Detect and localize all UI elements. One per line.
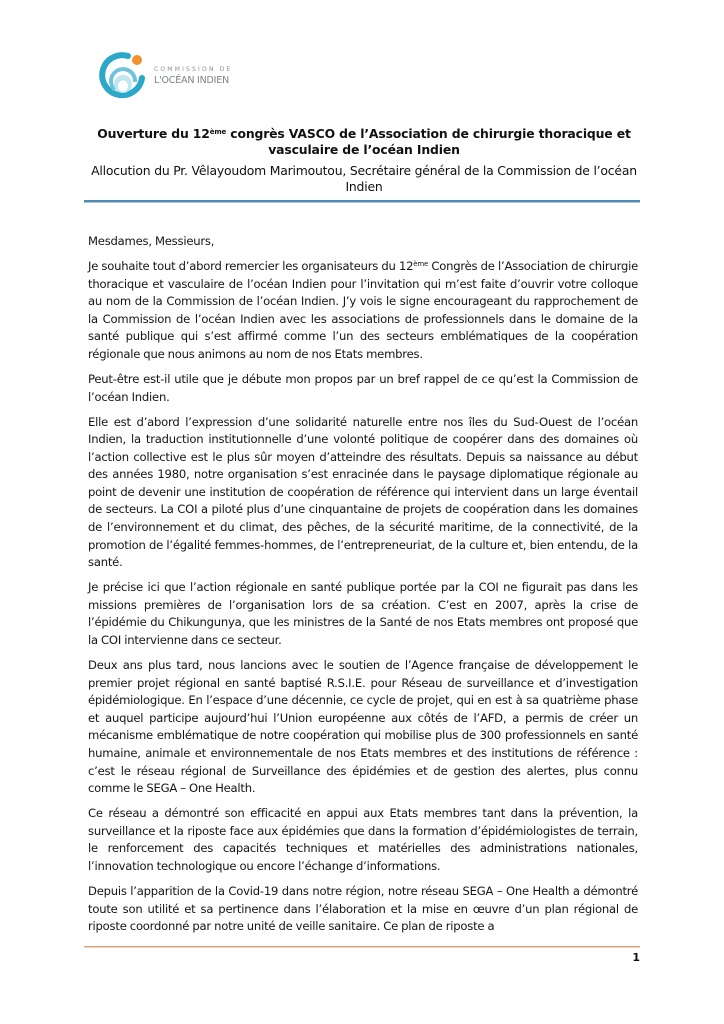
paragraph-2: Peut-être est-il utile que je débute mon propos par un bref rappel de ce qu’est la Commission de l’océan Indien. bbox=[88, 371, 638, 404]
header-divider bbox=[84, 200, 640, 203]
salutation: Mesdames, Messieurs, bbox=[88, 234, 215, 248]
paragraph-7: Depuis l’apparition de la Covid-19 dans notre région, notre réseau SEGA – One Health a démontré toute son utilité et sa pertinence dans l’élaboration et la mise en œuvre d’un plan régional de riposte coordonné par notre unité de veille sanitaire. Ce plan de riposte a bbox=[88, 883, 638, 934]
document-header bbox=[88, 126, 640, 195]
document-body bbox=[88, 233, 638, 943]
logo-text bbox=[154, 67, 233, 86]
title-text-part2: congrès VASCO de l’Association de chirurgie thoracique et vasculaire de l’océan Indien bbox=[226, 126, 631, 157]
paragraph-1-text-b: Congrès de l’Association de chirurgie thoracique et vasculaire de l’océan Indien pour l’invitation qui m’est faite d’ouvrir votre colloque au nom de la Commission de l’océan Indien. J’y vois le signe encourageant du rapprochement de la Commission de l’océan Indien avec les associations de professionnels dans le domaine de la santé publique qui s’est affirmé comme l’un des secteurs emblématiques de la coopération régionale que nous animons au nom de nos Etats membres. bbox=[88, 258, 638, 361]
paragraph-1 bbox=[88, 258, 638, 364]
title-text-part1: Ouverture du 12 bbox=[97, 126, 210, 141]
paragraph-3: Elle est d’abord l’expression d’une solidarité naturelle entre nos îles du Sud-Ouest de l’océan Indien, la traduction institutionnelle d’une volonté politique de coopérer dans des domaines où l’action collective est le plus sûr moyen d’atteindre des résultats. Depuis sa naissance au début des années 1980, notre organisation s’est enracinée dans le paysage diplomatique régionale au point de devenir une institution de coopération de référence qui intervient dans un large éventail de secteurs. La COI a piloté plus d’une cinquantaine de projets de coopération dans les domaines de l’environnement et du climat, des pêches, de la sécurité maritime, de la connectivité, de la promotion de l’égalité femmes-hommes, de l’entrepreneuriat, de la culture et, bien entendu, de la santé. bbox=[88, 414, 638, 570]
paragraph-5: Deux ans plus tard, nous lancions avec le soutien de l’Agence française de développement le premier projet régional en santé baptisé R.S.I.E. pour Réseau de surveillance et d’investigation épidémiologique. En l’espace d’une décennie, ce cycle de projet, qui en est à sa quatrième phase et auquel participe aujourd’hui l’Union européenne aux côtés de l’AFD, a permis de créer un mécanisme emblématique de notre coopération qui mobilise plus de 300 professionnels en santé humaine, animale et environnementale de nos Etats membres et des institutions de référence : c’est le réseau régional de Surveillance des épidémies et de gestion des alertes, plus connu comme le SEGA – One Health. bbox=[88, 658, 638, 796]
footer-divider bbox=[84, 946, 640, 948]
coi-logo bbox=[98, 50, 233, 102]
document-title bbox=[88, 126, 640, 158]
paragraph-1-superscript: ème bbox=[413, 259, 429, 268]
document-subtitle: Allocution du Pr. Vêlayoudom Marimoutou, Secrétaire général de la Commission de l’océan Indien bbox=[91, 163, 637, 194]
paragraph-6: Ce réseau a démontré son efficacité en appui aux Etats membres tant dans la prévention, la surveillance et la riposte face aux épidémies que dans la formation d’épidémiologistes de terrain, le renforcement des capacités techniques et matérielles des administrations nationales, l’innovation technologique ou encore l’échange d’informations. bbox=[88, 806, 638, 873]
page-number: 1 bbox=[632, 951, 640, 964]
logo-line-2: L'OCÉAN INDIEN bbox=[154, 74, 229, 86]
paragraph-4: Je précise ici que l’action régionale en santé publique portée par la COI ne figurait pas dans les missions premières de l’organisation lors de sa création. C’est en 2007, après la crise de l’épidémie du Chikungunya, que les ministres de la Santé de nos Etats membres ont proposé que la COI intervienne dans ce secteur. bbox=[88, 580, 638, 648]
logo-line-1: COMMISSION DE bbox=[154, 65, 233, 73]
title-superscript: ème bbox=[209, 128, 227, 136]
coi-logo-icon bbox=[98, 50, 148, 102]
paragraph-1-text-a: Je souhaite tout d’abord remercier les organisateurs du 12 bbox=[88, 258, 414, 273]
